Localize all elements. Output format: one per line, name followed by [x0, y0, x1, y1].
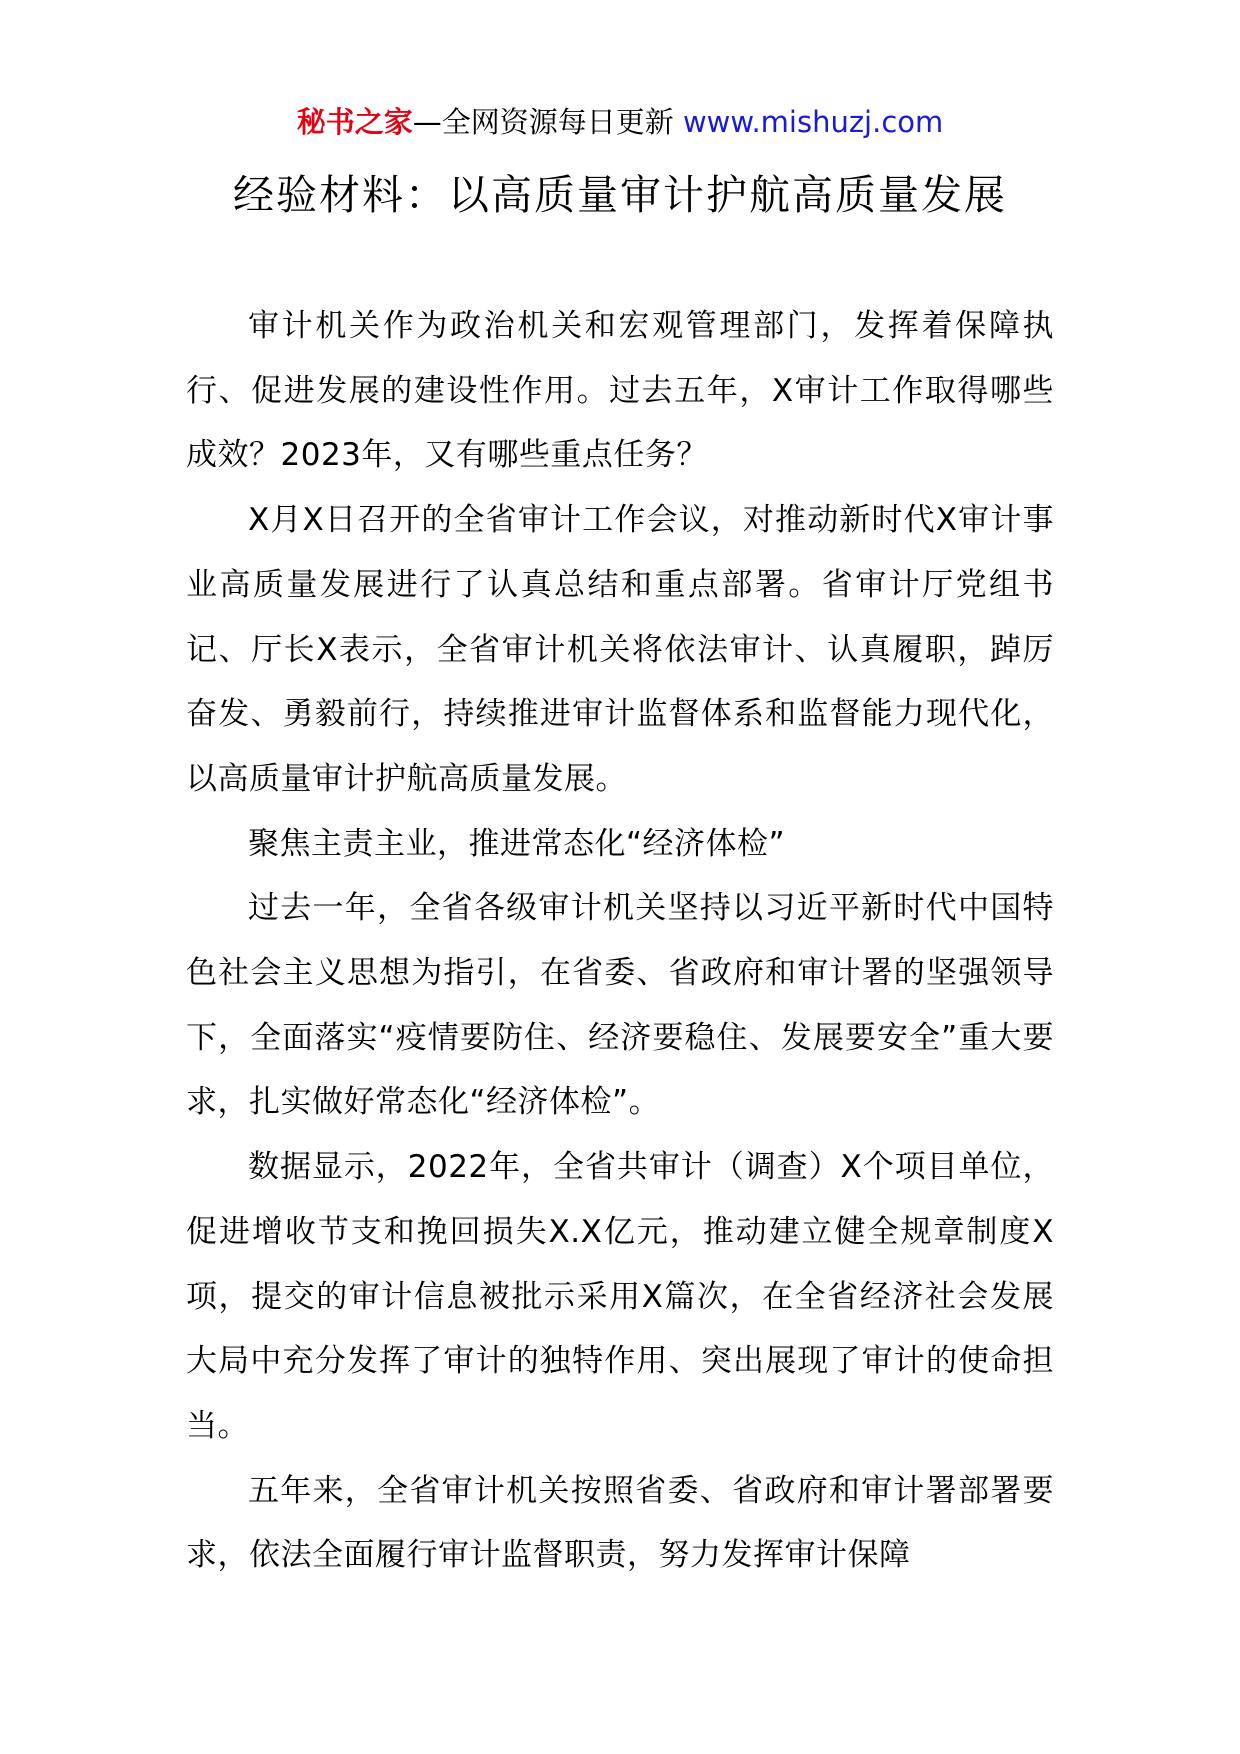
body-paragraph: 数据显示，2022年，全省共审计（调查）X个项目单位，促进增收节支和挽回损失X.X亿元，推动建立健全规章制度X项，提交的审计信息被批示采用X篇次，在全省经济社会发展大局中充分发挥了审计的独特作用、突出展现了审计的使命担当。 — [186, 1149, 1054, 1444]
header-tagline: —全网资源每日更新 — [412, 105, 674, 139]
body-paragraph: 审计机关作为政治机关和宏观管理部门，发挥着保障执行、促进发展的建设性作用。过去五年，X审计工作取得哪些成效？2023年，又有哪些重点任务？ — [186, 308, 1054, 474]
site-url-link[interactable]: www.mishuzj.com — [682, 105, 944, 139]
section-heading: 聚焦主责主业，推进常态化“经济体检” — [248, 825, 786, 862]
document-body — [186, 294, 1054, 1588]
document-title: 经验材料：以高质量审计护航高质量发展 — [233, 171, 1007, 219]
body-paragraph: X月X日召开的全省审计工作会议，对推动新时代X审计事业高质量发展进行了认真总结和重点部署。省审计厅党组书记、厅长X表示，全省审计机关将依法审计、认真履职，踔厉奋发、勇毅前行，持续推进审计监督体系和监督能力现代化，以高质量审计护航高质量发展。 — [186, 502, 1054, 797]
body-paragraph: 五年来，全省审计机关按照省委、省政府和审计署部署要求，依法全面履行审计监督职责，努力发挥审计保障 — [186, 1472, 1054, 1574]
site-header — [0, 102, 1240, 142]
brand-name: 秘书之家 — [296, 105, 413, 139]
body-paragraph: 过去一年，全省各级审计机关坚持以习近平新时代中国特色社会主义思想为指引，在省委、省政府和审计署的坚强领导下，全面落实“疫情要防住、经济要稳住、发展要安全”重大要求，扎实做好常态化“经济体检”。 — [186, 890, 1054, 1121]
